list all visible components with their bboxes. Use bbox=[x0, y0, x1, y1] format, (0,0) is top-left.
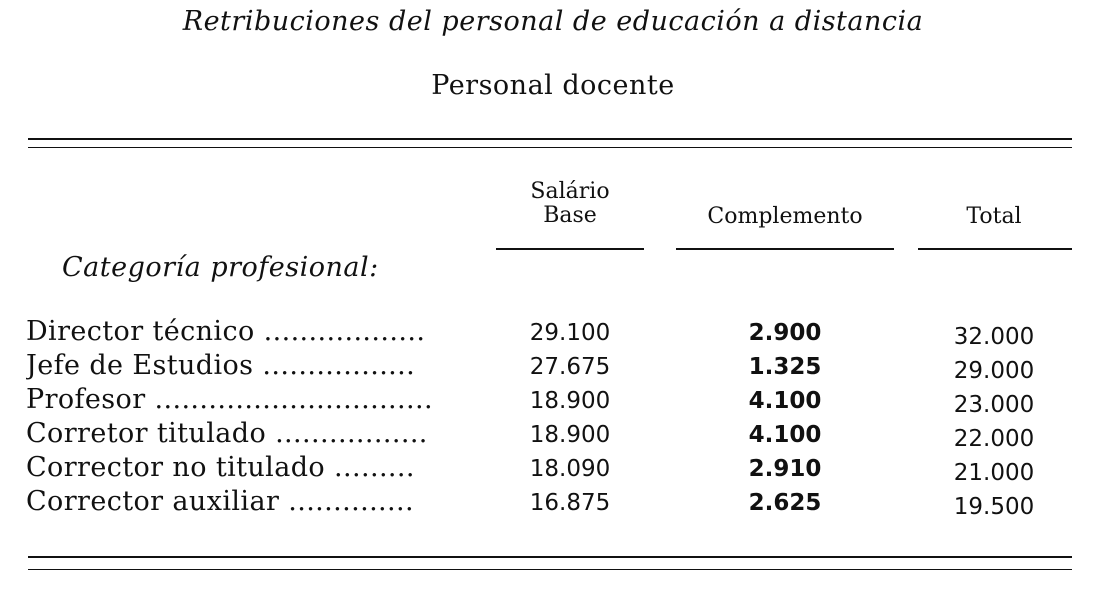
table-body bbox=[0, 316, 1106, 520]
header-underline-total bbox=[918, 248, 1072, 250]
column-header-total: Total bbox=[966, 204, 1022, 229]
row-label: Director técnico .................. bbox=[26, 316, 426, 347]
table-row bbox=[0, 452, 1106, 486]
cell-total: 22.000 bbox=[953, 426, 1035, 452]
cell-total: 19.500 bbox=[953, 494, 1035, 520]
cell-complement: 4.100 bbox=[748, 422, 822, 448]
cell-total: 29.000 bbox=[953, 358, 1035, 384]
table-row bbox=[0, 350, 1106, 384]
top-rule-thin bbox=[28, 147, 1072, 148]
top-rule-thick bbox=[28, 138, 1072, 140]
cell-total: 32.000 bbox=[953, 324, 1035, 350]
table-row bbox=[0, 316, 1106, 350]
cell-base: 27.675 bbox=[529, 354, 611, 380]
cell-complement: 1.325 bbox=[748, 354, 822, 380]
cell-base: 18.090 bbox=[529, 456, 611, 482]
cell-base: 18.900 bbox=[529, 422, 611, 448]
cell-base: 16.875 bbox=[529, 490, 611, 516]
cell-total: 23.000 bbox=[953, 392, 1035, 418]
row-label: Profesor ............................... bbox=[26, 384, 433, 415]
column-header-base-text: Salário Base bbox=[530, 179, 610, 228]
cell-total: 21.000 bbox=[953, 460, 1035, 486]
page-subtitle: Personal docente bbox=[431, 70, 675, 101]
bottom-rule-thick bbox=[28, 556, 1072, 558]
row-label: Corrector auxiliar .............. bbox=[26, 486, 414, 517]
cell-complement: 4.100 bbox=[748, 388, 822, 414]
table-row bbox=[0, 486, 1106, 520]
bottom-rule-thin bbox=[28, 569, 1072, 570]
cell-base: 29.100 bbox=[529, 320, 611, 346]
cell-complement: 2.900 bbox=[748, 320, 822, 346]
row-label: Corretor titulado ................. bbox=[26, 418, 428, 449]
cell-complement: 2.625 bbox=[748, 490, 822, 516]
header-underline-complement bbox=[676, 248, 894, 250]
category-label: Categoría profesional: bbox=[62, 252, 379, 283]
cell-complement: 2.910 bbox=[748, 456, 822, 482]
cell-base: 18.900 bbox=[529, 388, 611, 414]
header-underline-base bbox=[496, 248, 644, 250]
column-header-base bbox=[498, 180, 642, 228]
column-header-complement: Complemento bbox=[707, 204, 863, 229]
table-row bbox=[0, 384, 1106, 418]
row-label: Jefe de Estudios ................. bbox=[26, 350, 416, 381]
row-label: Corrector no titulado ......... bbox=[26, 452, 415, 483]
table-row bbox=[0, 418, 1106, 452]
page-title: Retribuciones del personal de educación a distancia bbox=[182, 6, 924, 37]
